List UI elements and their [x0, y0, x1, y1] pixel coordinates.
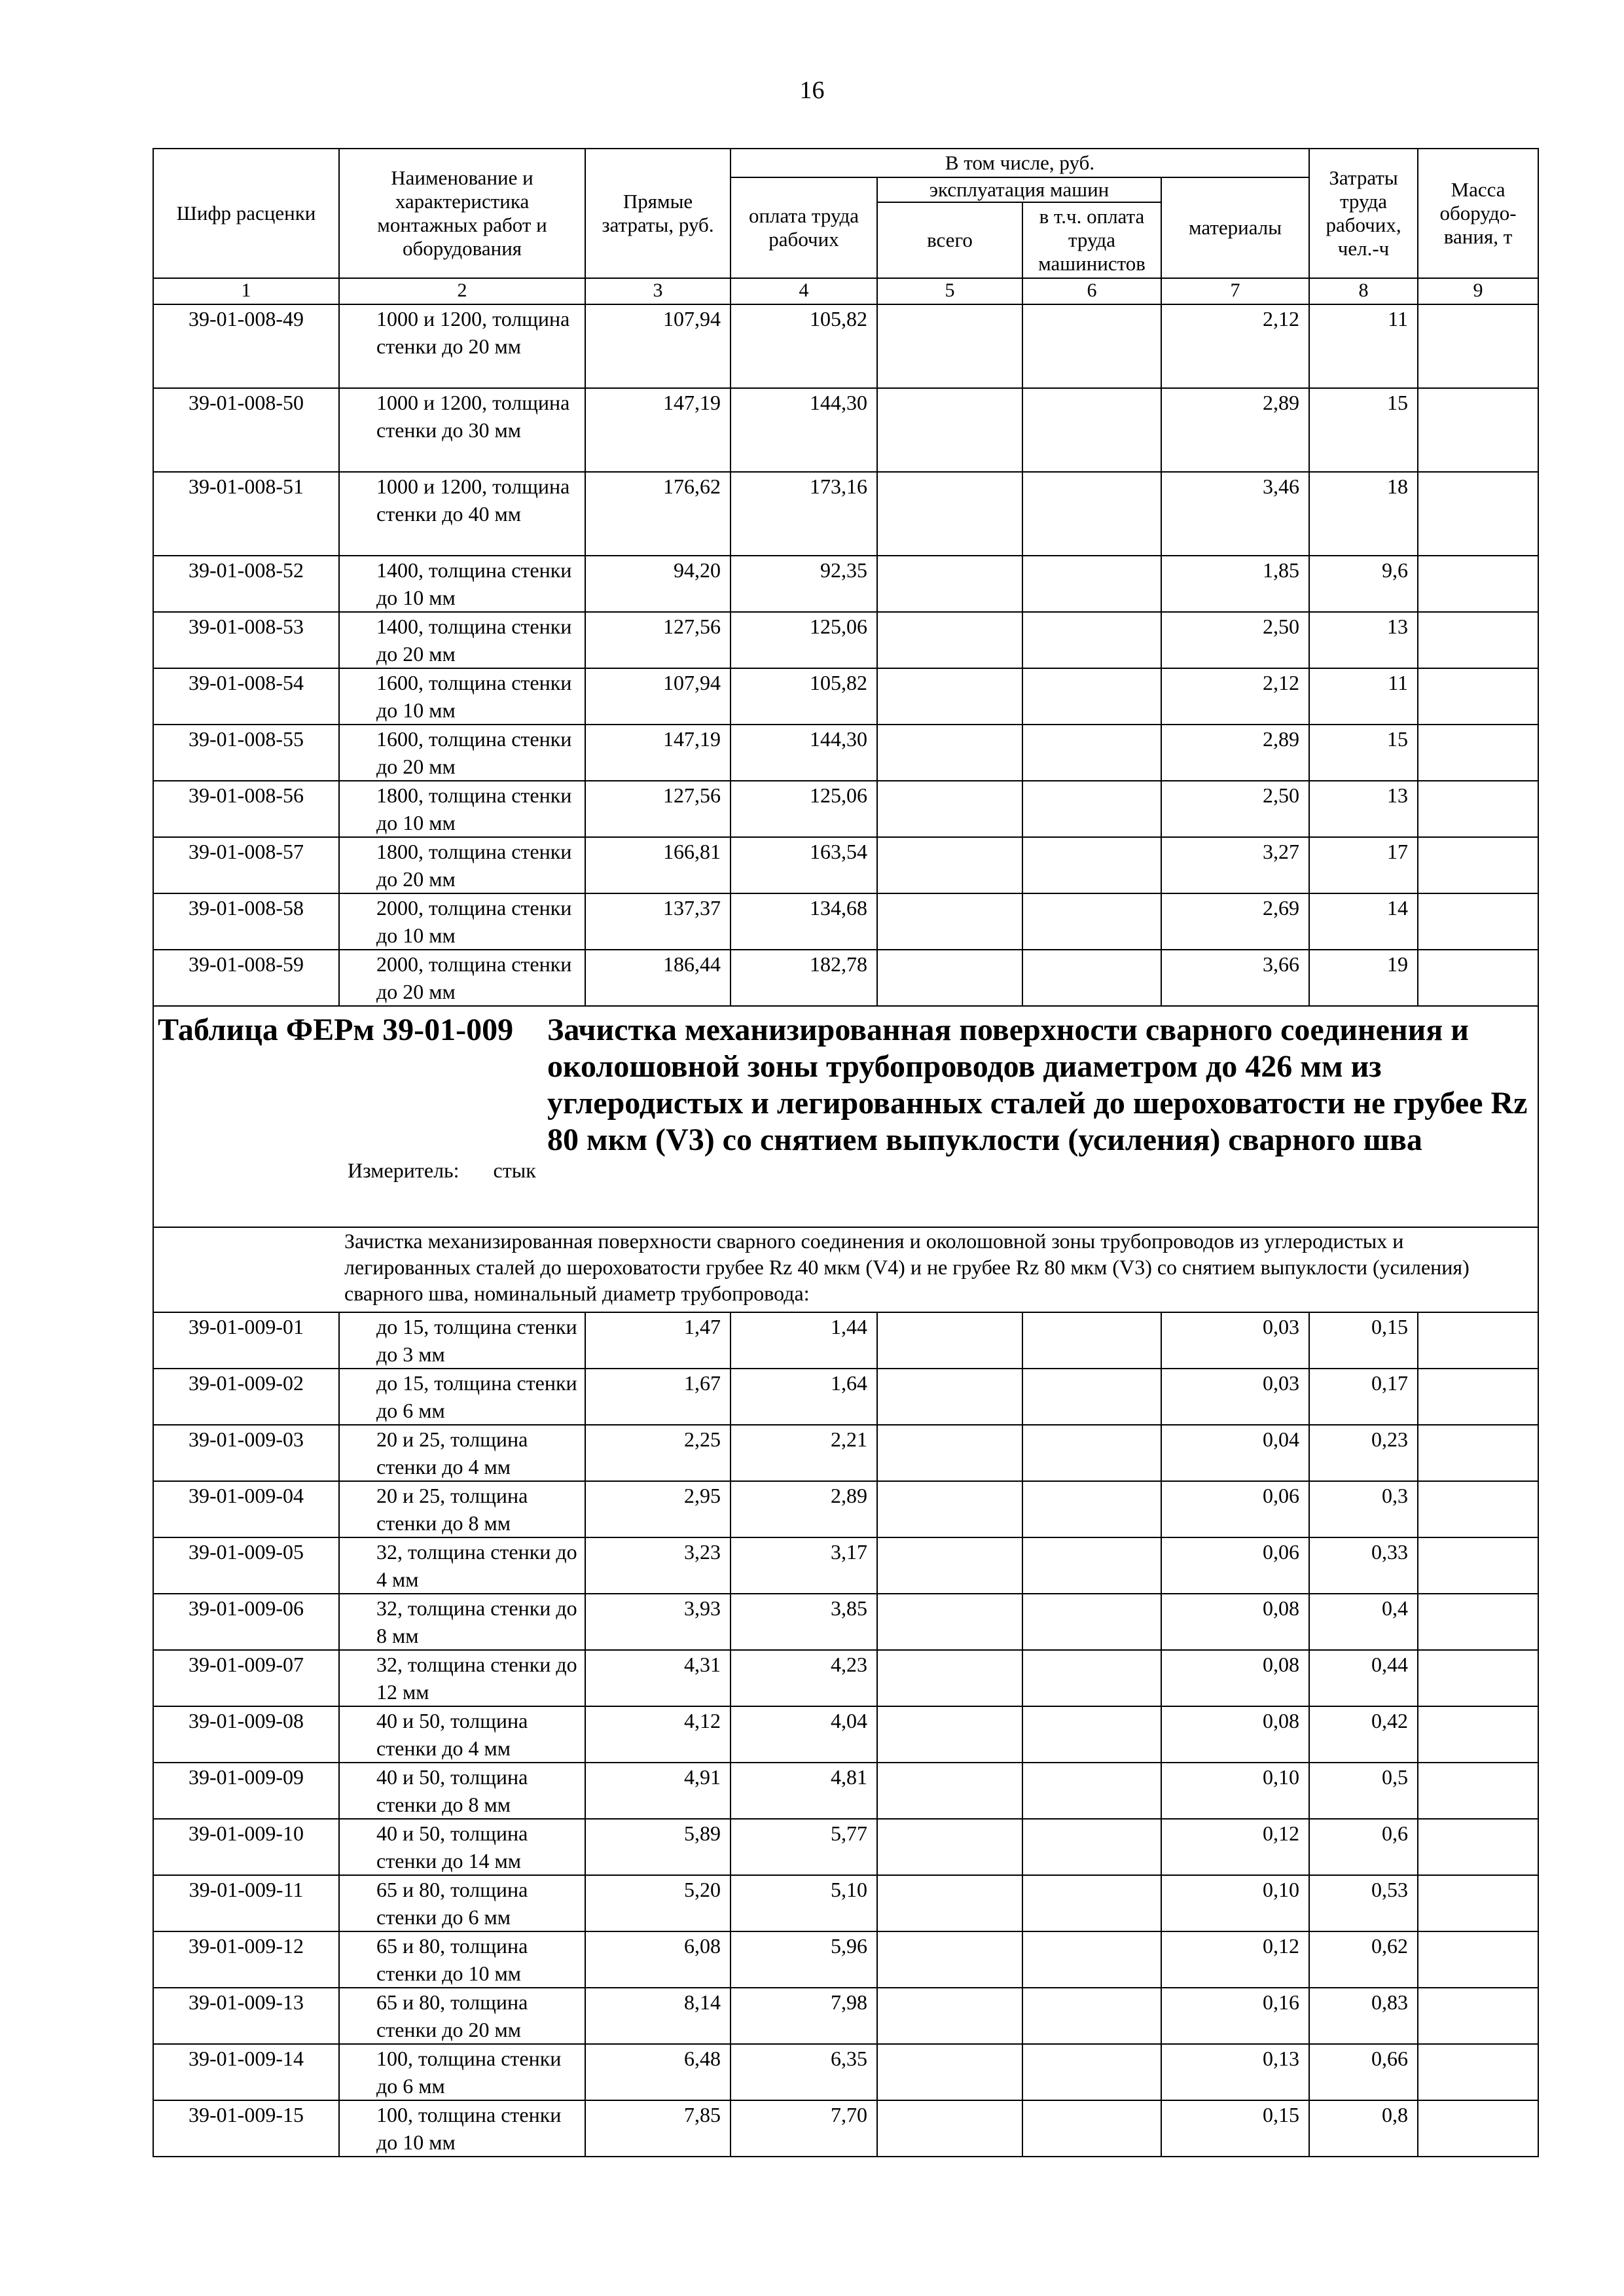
machine-total-cell [877, 1481, 1022, 1537]
labor-cell: 0,42 [1309, 1706, 1418, 1763]
machine-total-cell [877, 1425, 1022, 1481]
mass-cell [1418, 2044, 1538, 2100]
machine-total-cell [877, 893, 1022, 950]
driver-wages-cell [1022, 1537, 1161, 1594]
materials-cell: 0,12 [1161, 1931, 1309, 1988]
table-row [153, 1763, 1538, 1819]
direct-cost-cell: 166,81 [585, 837, 731, 893]
header-labor: Затраты труда рабочих, чел.-ч [1309, 149, 1418, 278]
wages-cell: 1,64 [731, 1369, 877, 1425]
rate-code-cell: 39-01-009-11 [153, 1875, 339, 1931]
rate-name-cell: 1000 и 1200, толщина стенки до 40 мм [339, 472, 585, 556]
wages-cell: 5,96 [731, 1931, 877, 1988]
direct-cost-cell: 2,95 [585, 1481, 731, 1537]
rate-name-cell: 32, толщина стенки до 4 мм [339, 1537, 585, 1594]
materials-cell: 0,03 [1161, 1312, 1309, 1369]
materials-cell: 1,85 [1161, 556, 1309, 612]
rate-code-cell: 39-01-009-02 [153, 1369, 339, 1425]
mass-cell [1418, 1988, 1538, 2044]
table-row [153, 950, 1538, 1006]
mass-cell [1418, 388, 1538, 472]
mass-cell [1418, 725, 1538, 781]
labor-cell: 0,3 [1309, 1481, 1418, 1537]
labor-cell: 9,6 [1309, 556, 1418, 612]
mass-cell [1418, 1650, 1538, 1706]
rate-code-cell: 39-01-009-13 [153, 1988, 339, 2044]
rate-code-cell: 39-01-008-58 [153, 893, 339, 950]
rate-code-cell: 39-01-008-51 [153, 472, 339, 556]
direct-cost-cell: 8,14 [585, 1988, 731, 2044]
rate-name-cell: 20 и 25, толщина стенки до 4 мм [339, 1425, 585, 1481]
driver-wages-cell [1022, 556, 1161, 612]
header-name: Наименование и характеристика монтажных работ и оборудования [339, 149, 585, 278]
labor-cell: 11 [1309, 304, 1418, 388]
table-row [153, 304, 1538, 388]
direct-cost-cell: 147,19 [585, 388, 731, 472]
machine-total-cell [877, 2044, 1022, 2100]
table-row [153, 1819, 1538, 1875]
labor-cell: 0,44 [1309, 1650, 1418, 1706]
table-row [153, 837, 1538, 893]
labor-cell: 17 [1309, 837, 1418, 893]
mass-cell [1418, 1425, 1538, 1481]
driver-wages-cell [1022, 1706, 1161, 1763]
page-number: 16 [799, 77, 825, 104]
table-row [153, 725, 1538, 781]
wages-cell: 4,81 [731, 1763, 877, 1819]
wages-cell: 3,85 [731, 1594, 877, 1650]
rate-code-cell: 39-01-008-55 [153, 725, 339, 781]
mass-cell [1418, 1819, 1538, 1875]
mass-cell [1418, 1875, 1538, 1931]
wages-cell: 1,44 [731, 1312, 877, 1369]
mass-cell [1418, 1481, 1538, 1537]
section-row [153, 1006, 1538, 1227]
mass-cell [1418, 837, 1538, 893]
mass-cell [1418, 1931, 1538, 1988]
rate-name-cell: 1800, толщина стенки до 10 мм [339, 781, 585, 837]
wages-cell: 5,10 [731, 1875, 877, 1931]
table-row [153, 1481, 1538, 1537]
direct-cost-cell: 3,23 [585, 1537, 731, 1594]
materials-cell: 2,69 [1161, 893, 1309, 950]
direct-cost-cell: 1,67 [585, 1369, 731, 1425]
rate-code-cell: 39-01-009-14 [153, 2044, 339, 2100]
driver-wages-cell [1022, 1819, 1161, 1875]
mass-cell [1418, 1763, 1538, 1819]
rate-code-cell: 39-01-008-57 [153, 837, 339, 893]
labor-cell: 0,62 [1309, 1931, 1418, 1988]
labor-cell: 0,15 [1309, 1312, 1418, 1369]
machine-total-cell [877, 781, 1022, 837]
rate-name-cell: 1800, толщина стенки до 20 мм [339, 837, 585, 893]
rate-name-cell: 32, толщина стенки до 8 мм [339, 1594, 585, 1650]
labor-cell: 0,53 [1309, 1875, 1418, 1931]
materials-cell: 0,10 [1161, 1875, 1309, 1931]
wages-cell: 105,82 [731, 304, 877, 388]
header-including: В том числе, руб. [731, 149, 1309, 177]
table-row [153, 2044, 1538, 2100]
rate-code-cell: 39-01-009-04 [153, 1481, 339, 1537]
rate-name-cell: 65 и 80, толщина стенки до 6 мм [339, 1875, 585, 1931]
rate-name-cell: 100, толщина стенки до 10 мм [339, 2100, 585, 2157]
meter-value: стык [493, 1158, 536, 1182]
rate-name-cell: 1000 и 1200, толщина стенки до 20 мм [339, 304, 585, 388]
materials-cell: 2,89 [1161, 725, 1309, 781]
direct-cost-cell: 147,19 [585, 725, 731, 781]
materials-cell: 2,89 [1161, 388, 1309, 472]
wages-cell: 7,70 [731, 2100, 877, 2157]
driver-wages-cell [1022, 893, 1161, 950]
mass-cell [1418, 893, 1538, 950]
machine-total-cell [877, 2100, 1022, 2157]
rates-table [153, 148, 1539, 2157]
direct-cost-cell: 4,91 [585, 1763, 731, 1819]
rate-name-cell: 32, толщина стенки до 12 мм [339, 1650, 585, 1706]
materials-cell: 0,10 [1161, 1763, 1309, 1819]
rate-code-cell: 39-01-009-03 [153, 1425, 339, 1481]
wages-cell: 4,23 [731, 1650, 877, 1706]
materials-cell: 0,06 [1161, 1537, 1309, 1594]
rate-name-cell: 1000 и 1200, толщина стенки до 30 мм [339, 388, 585, 472]
driver-wages-cell [1022, 304, 1161, 388]
table-row [153, 1425, 1538, 1481]
rate-name-cell: 20 и 25, толщина стенки до 8 мм [339, 1481, 585, 1537]
table-row [153, 1706, 1538, 1763]
labor-cell: 0,66 [1309, 2044, 1418, 2100]
wages-cell: 5,77 [731, 1819, 877, 1875]
materials-cell: 2,50 [1161, 781, 1309, 837]
machine-total-cell [877, 1819, 1022, 1875]
driver-wages-cell [1022, 1988, 1161, 2044]
driver-wages-cell [1022, 950, 1161, 1006]
column-number: 1 [153, 278, 339, 304]
direct-cost-cell: 107,94 [585, 304, 731, 388]
wages-cell: 105,82 [731, 668, 877, 725]
table-row [153, 556, 1538, 612]
rate-name-cell: 40 и 50, толщина стенки до 14 мм [339, 1819, 585, 1875]
direct-cost-cell: 186,44 [585, 950, 731, 1006]
wages-cell: 125,06 [731, 612, 877, 668]
rate-name-cell: 65 и 80, толщина стенки до 10 мм [339, 1931, 585, 1988]
materials-cell: 0,08 [1161, 1706, 1309, 1763]
driver-wages-cell [1022, 1481, 1161, 1537]
machine-total-cell [877, 556, 1022, 612]
materials-cell: 2,12 [1161, 304, 1309, 388]
mass-cell [1418, 304, 1538, 388]
mass-cell [1418, 950, 1538, 1006]
rate-code-cell: 39-01-008-49 [153, 304, 339, 388]
rate-code-cell: 39-01-009-09 [153, 1763, 339, 1819]
driver-wages-cell [1022, 725, 1161, 781]
direct-cost-cell: 176,62 [585, 472, 731, 556]
wages-cell: 6,35 [731, 2044, 877, 2100]
table-row [153, 1369, 1538, 1425]
labor-cell: 0,33 [1309, 1537, 1418, 1594]
driver-wages-cell [1022, 388, 1161, 472]
mass-cell [1418, 612, 1538, 668]
labor-cell: 19 [1309, 950, 1418, 1006]
materials-cell: 0,15 [1161, 2100, 1309, 2157]
materials-cell: 0,08 [1161, 1650, 1309, 1706]
machine-total-cell [877, 612, 1022, 668]
machine-total-cell [877, 1369, 1022, 1425]
column-number: 2 [339, 278, 585, 304]
rate-name-cell: 1600, толщина стенки до 10 мм [339, 668, 585, 725]
rate-name-cell: 2000, толщина стенки до 10 мм [339, 893, 585, 950]
header-incl-drivers: в т.ч. оплата труда машинистов [1022, 202, 1161, 278]
direct-cost-cell: 137,37 [585, 893, 731, 950]
direct-cost-cell: 5,89 [585, 1819, 731, 1875]
mass-cell [1418, 1594, 1538, 1650]
column-numbers-row [153, 278, 1538, 304]
machine-total-cell [877, 725, 1022, 781]
table-row [153, 1312, 1538, 1369]
rate-code-cell: 39-01-008-56 [153, 781, 339, 837]
mass-cell [1418, 1312, 1538, 1369]
rate-code-cell: 39-01-009-12 [153, 1931, 339, 1988]
table-row [153, 781, 1538, 837]
mass-cell [1418, 472, 1538, 556]
direct-cost-cell: 127,56 [585, 781, 731, 837]
machine-total-cell [877, 1763, 1022, 1819]
mass-cell [1418, 781, 1538, 837]
table-row [153, 612, 1538, 668]
machine-total-cell [877, 1312, 1022, 1369]
rate-name-cell: 1400, толщина стенки до 20 мм [339, 612, 585, 668]
rate-name-cell: 40 и 50, толщина стенки до 8 мм [339, 1763, 585, 1819]
column-number: 9 [1418, 278, 1538, 304]
mass-cell [1418, 1706, 1538, 1763]
rate-code-cell: 39-01-009-06 [153, 1594, 339, 1650]
rate-name-cell: 1400, толщина стенки до 10 мм [339, 556, 585, 612]
machine-total-cell [877, 388, 1022, 472]
table-body-part2 [153, 1312, 1538, 2157]
header-wages: оплата труда рабочих [731, 177, 877, 278]
driver-wages-cell [1022, 2044, 1161, 2100]
wages-cell: 144,30 [731, 388, 877, 472]
labor-cell: 13 [1309, 781, 1418, 837]
table-row [153, 1594, 1538, 1650]
labor-cell: 18 [1309, 472, 1418, 556]
machine-total-cell [877, 1650, 1022, 1706]
section-label: Таблица ФЕРм 39-01-009 [158, 1013, 514, 1047]
intro-row [153, 1227, 1538, 1312]
driver-wages-cell [1022, 1763, 1161, 1819]
rate-code-cell: 39-01-008-53 [153, 612, 339, 668]
rate-code-cell: 39-01-009-15 [153, 2100, 339, 2157]
machine-total-cell [877, 668, 1022, 725]
direct-cost-cell: 107,94 [585, 668, 731, 725]
wages-cell: 173,16 [731, 472, 877, 556]
header-total: всего [877, 202, 1022, 278]
column-number: 8 [1309, 278, 1418, 304]
rate-name-cell: до 15, толщина стенки до 6 мм [339, 1369, 585, 1425]
labor-cell: 0,4 [1309, 1594, 1418, 1650]
header-machine-operation: эксплуатация машин [877, 177, 1161, 202]
materials-cell: 0,08 [1161, 1594, 1309, 1650]
materials-cell: 3,66 [1161, 950, 1309, 1006]
labor-cell: 0,83 [1309, 1988, 1418, 2044]
section-intro: Зачистка механизированная поверхности сварного соединения и околошовной зоны трубопроводов из углеродистых и легированных сталей до шероховатости грубее Rz 40 мкм (V4) и не грубее Rz 80 мкм (V3) со снятием выпуклости (усиления) сварного шва, номинальный диаметр трубопровода: [339, 1227, 1538, 1312]
wages-cell: 4,04 [731, 1706, 877, 1763]
wages-cell: 2,89 [731, 1481, 877, 1537]
header-code: Шифр расценки [153, 149, 339, 278]
direct-cost-cell: 6,48 [585, 2044, 731, 2100]
labor-cell: 0,5 [1309, 1763, 1418, 1819]
machine-total-cell [877, 1706, 1022, 1763]
table-body-part1 [153, 304, 1538, 1006]
machine-total-cell [877, 1875, 1022, 1931]
driver-wages-cell [1022, 1875, 1161, 1931]
direct-cost-cell: 127,56 [585, 612, 731, 668]
rate-name-cell: 40 и 50, толщина стенки до 4 мм [339, 1706, 585, 1763]
table-row [153, 472, 1538, 556]
wages-cell: 125,06 [731, 781, 877, 837]
driver-wages-cell [1022, 781, 1161, 837]
machine-total-cell [877, 1988, 1022, 2044]
labor-cell: 0,17 [1309, 1369, 1418, 1425]
driver-wages-cell [1022, 1650, 1161, 1706]
machine-total-cell [877, 1931, 1022, 1988]
mass-cell [1418, 668, 1538, 725]
machine-total-cell [877, 837, 1022, 893]
labor-cell: 13 [1309, 612, 1418, 668]
driver-wages-cell [1022, 2100, 1161, 2157]
driver-wages-cell [1022, 612, 1161, 668]
rate-code-cell: 39-01-008-59 [153, 950, 339, 1006]
driver-wages-cell [1022, 1312, 1161, 1369]
wages-cell: 92,35 [731, 556, 877, 612]
wages-cell: 163,54 [731, 837, 877, 893]
wages-cell: 182,78 [731, 950, 877, 1006]
machine-total-cell [877, 304, 1022, 388]
materials-cell: 0,03 [1161, 1369, 1309, 1425]
rate-code-cell: 39-01-009-05 [153, 1537, 339, 1594]
driver-wages-cell [1022, 837, 1161, 893]
rate-code-cell: 39-01-009-08 [153, 1706, 339, 1763]
machine-total-cell [877, 950, 1022, 1006]
labor-cell: 0,6 [1309, 1819, 1418, 1875]
driver-wages-cell [1022, 668, 1161, 725]
materials-cell: 3,27 [1161, 837, 1309, 893]
direct-cost-cell: 3,93 [585, 1594, 731, 1650]
wages-cell: 7,98 [731, 1988, 877, 2044]
rate-code-cell: 39-01-009-10 [153, 1819, 339, 1875]
rate-code-cell: 39-01-009-07 [153, 1650, 339, 1706]
driver-wages-cell [1022, 1594, 1161, 1650]
column-number: 3 [585, 278, 731, 304]
mass-cell [1418, 1369, 1538, 1425]
table-row [153, 1875, 1538, 1931]
labor-cell: 0,23 [1309, 1425, 1418, 1481]
machine-total-cell [877, 1594, 1022, 1650]
table-row [153, 1650, 1538, 1706]
table-row [153, 1988, 1538, 2044]
rate-name-cell: 65 и 80, толщина стенки до 20 мм [339, 1988, 585, 2044]
section-title: Зачистка механизированная поверхности сварного соединения и околошовной зоны трубопроводов диаметром до 426 мм из углеродистых и легированных сталей до шероховатости не грубее Rz 80 мкм (V3) со снятием выпуклости (усиления) сварного шва [547, 1013, 1528, 1157]
labor-cell: 11 [1309, 668, 1418, 725]
driver-wages-cell [1022, 472, 1161, 556]
rate-name-cell: 100, толщина стенки до 6 мм [339, 2044, 585, 2100]
section-meter [158, 1158, 1534, 1182]
driver-wages-cell [1022, 1425, 1161, 1481]
materials-cell: 2,12 [1161, 668, 1309, 725]
direct-cost-cell: 5,20 [585, 1875, 731, 1931]
labor-cell: 15 [1309, 388, 1418, 472]
wages-cell: 2,21 [731, 1425, 877, 1481]
column-number: 6 [1022, 278, 1161, 304]
labor-cell: 0,8 [1309, 2100, 1418, 2157]
direct-cost-cell: 94,20 [585, 556, 731, 612]
table-row [153, 1537, 1538, 1594]
rate-name-cell: 2000, толщина стенки до 20 мм [339, 950, 585, 1006]
materials-cell: 3,46 [1161, 472, 1309, 556]
header-mass: Масса оборудо-вания, т [1418, 149, 1538, 278]
materials-cell: 0,12 [1161, 1819, 1309, 1875]
table-row [153, 388, 1538, 472]
direct-cost-cell: 7,85 [585, 2100, 731, 2157]
materials-cell: 0,04 [1161, 1425, 1309, 1481]
driver-wages-cell [1022, 1369, 1161, 1425]
wages-cell: 144,30 [731, 725, 877, 781]
column-number: 7 [1161, 278, 1309, 304]
direct-cost-cell: 1,47 [585, 1312, 731, 1369]
rate-name-cell: 1600, толщина стенки до 20 мм [339, 725, 585, 781]
direct-cost-cell: 4,31 [585, 1650, 731, 1706]
materials-cell: 0,06 [1161, 1481, 1309, 1537]
column-number: 5 [877, 278, 1022, 304]
header-materials: материалы [1161, 177, 1309, 278]
materials-cell: 0,16 [1161, 1988, 1309, 2044]
meter-label: Измеритель: [348, 1158, 460, 1182]
mass-cell [1418, 1537, 1538, 1594]
machine-total-cell [877, 472, 1022, 556]
section-block [153, 1006, 1538, 1312]
direct-cost-cell: 4,12 [585, 1706, 731, 1763]
table-row [153, 1931, 1538, 1988]
rate-name-cell: до 15, толщина стенки до 3 мм [339, 1312, 585, 1369]
table-row [153, 668, 1538, 725]
wages-cell: 3,17 [731, 1537, 877, 1594]
driver-wages-cell [1022, 1931, 1161, 1988]
materials-cell: 0,13 [1161, 2044, 1309, 2100]
labor-cell: 15 [1309, 725, 1418, 781]
machine-total-cell [877, 1537, 1022, 1594]
wages-cell: 134,68 [731, 893, 877, 950]
mass-cell [1418, 556, 1538, 612]
column-number: 4 [731, 278, 877, 304]
table-row [153, 893, 1538, 950]
rate-code-cell: 39-01-009-01 [153, 1312, 339, 1369]
header-direct: Прямые затраты, руб. [585, 149, 731, 278]
labor-cell: 14 [1309, 893, 1418, 950]
materials-cell: 2,50 [1161, 612, 1309, 668]
table-row [153, 2100, 1538, 2157]
direct-cost-cell: 6,08 [585, 1931, 731, 1988]
rate-code-cell: 39-01-008-50 [153, 388, 339, 472]
rate-code-cell: 39-01-008-52 [153, 556, 339, 612]
rate-code-cell: 39-01-008-54 [153, 668, 339, 725]
mass-cell [1418, 2100, 1538, 2157]
direct-cost-cell: 2,25 [585, 1425, 731, 1481]
